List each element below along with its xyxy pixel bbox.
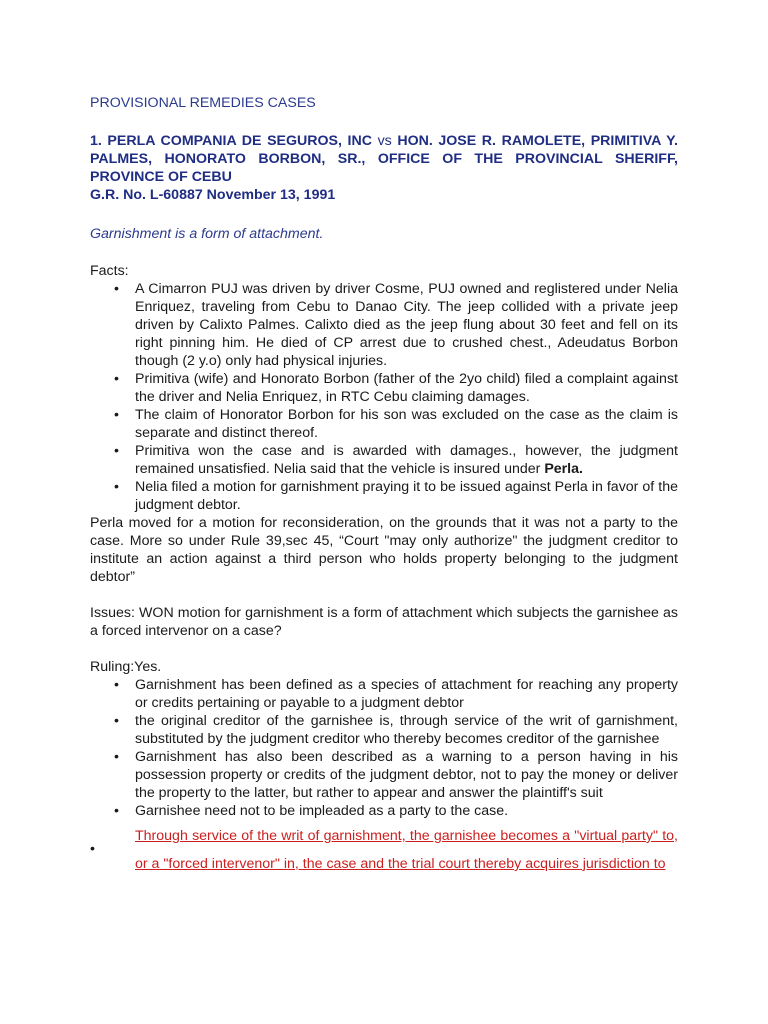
bullet-icon: • <box>114 479 119 495</box>
doctrine-statement: Garnishment is a form of attachment. <box>90 226 324 242</box>
bullet-icon: • <box>114 803 119 819</box>
bullet-icon: • <box>114 371 119 387</box>
ruling-text: the original creditor of the garnishee is, through service of the writ of garnishment, substituted by the judgment creditor who thereby becomes creditor of the garnishee <box>135 713 678 747</box>
spacer <box>90 586 678 604</box>
bullet-icon: • <box>114 407 119 423</box>
petitioner-name: 1. PERLA COMPANIA DE SEGUROS, INC <box>90 133 372 149</box>
issues-paragraph: Issues: WON motion for garnishment is a form of attachment which subjects the garnishee as a forced intervenor on a case? <box>90 605 678 639</box>
case-caption <box>90 132 678 186</box>
facts-closing-paragraph: Perla moved for a motion for reconsideration, on the grounds that it was not a party to the case. More so under Rule 39,sec 45, “Court "may only authorize" the judgment creditor to institute an action against a third person who holds property belonging to the judgment debtor” <box>90 515 678 585</box>
list-item <box>114 712 678 748</box>
bullet-icon: • <box>114 281 119 297</box>
facts-label: Facts: <box>90 263 129 279</box>
list-item <box>114 748 678 802</box>
highlighted-ruling-text: Through service of the writ of garnishment, the garnishee becomes a "virtual party" to, or a "forced intervenor" in, the case and the trial court thereby acquires jurisdiction to <box>135 828 678 872</box>
list-item <box>114 406 678 442</box>
list-item <box>114 280 678 370</box>
case-number: G.R. No. L-60887 November 13, 1991 <box>90 187 336 203</box>
fact-text: Primitiva won the case and is awarded with damages., however, the judgment remained unsatisfied. Nelia said that the vehicle is insured under <box>135 443 678 477</box>
fact-text: Nelia filed a motion for garnishment praying it to be issued against Perla in favor of the judgment debtor. <box>135 479 678 513</box>
spacer <box>90 640 678 658</box>
highlighted-ruling-item <box>90 822 678 878</box>
ruling-list <box>90 676 678 820</box>
list-item <box>114 478 678 514</box>
respondent-names: HON. JOSE R. RAMOLETE, PRIMITIVA Y. PALMES, HONORATO BORBON, SR., OFFICE OF THE PROVINCIAL SHERIFF, PROVINCE OF CEBU <box>90 133 678 185</box>
document-title: PROVISIONAL REMEDIES CASES <box>90 95 316 111</box>
ruling-label: Ruling:Yes. <box>90 659 162 675</box>
ruling-text: Garnishment has also been described as a warning to a person having in his possession property or credits of the judgment debtor, not to pay the money or deliver the property to the latter, but rather to appear and answer the plaintiff's suit <box>135 749 678 801</box>
ruling-text: Garnishment has been defined as a species of attachment for reaching any property or credits pertaining or payable to a judgment debtor <box>135 677 678 711</box>
bullet-icon: • <box>114 677 119 693</box>
list-item <box>114 676 678 712</box>
fact-text: Primitiva (wife) and Honorato Borbon (father of the 2yo child) filed a complaint against the driver and Nelia Enriquez, in RTC Cebu claiming damages. <box>135 371 678 405</box>
bullet-icon: • <box>114 713 119 729</box>
versus-label: vs <box>377 133 392 149</box>
list-item <box>114 802 678 820</box>
bullet-icon: • <box>114 749 119 765</box>
list-item <box>114 442 678 478</box>
facts-list <box>90 280 678 514</box>
bullet-icon: • <box>114 443 119 459</box>
fact-text: A Cimarron PUJ was driven by driver Cosme, PUJ owned and reglistered under Nelia Enriquez, traveling from Cebu to Danao City. The jeep collided with a private jeep driven by Calixto Palmes. Calixto died as the jeep flung about 30 feet and fell on its right pinning him. He died of CP arrest due to crushed chest., Adeudatus Borbon though (2 y.o) only had physical injuries. <box>135 281 678 369</box>
fact-text: The claim of Honorator Borbon for his son was excluded on the case as the claim is separate and distinct thereof. <box>135 407 678 441</box>
bullet-icon: • <box>90 841 95 857</box>
list-item <box>114 370 678 406</box>
ruling-text: Garnishee need not to be impleaded as a party to the case. <box>135 803 509 819</box>
insurer-name: Perla. <box>544 461 583 477</box>
